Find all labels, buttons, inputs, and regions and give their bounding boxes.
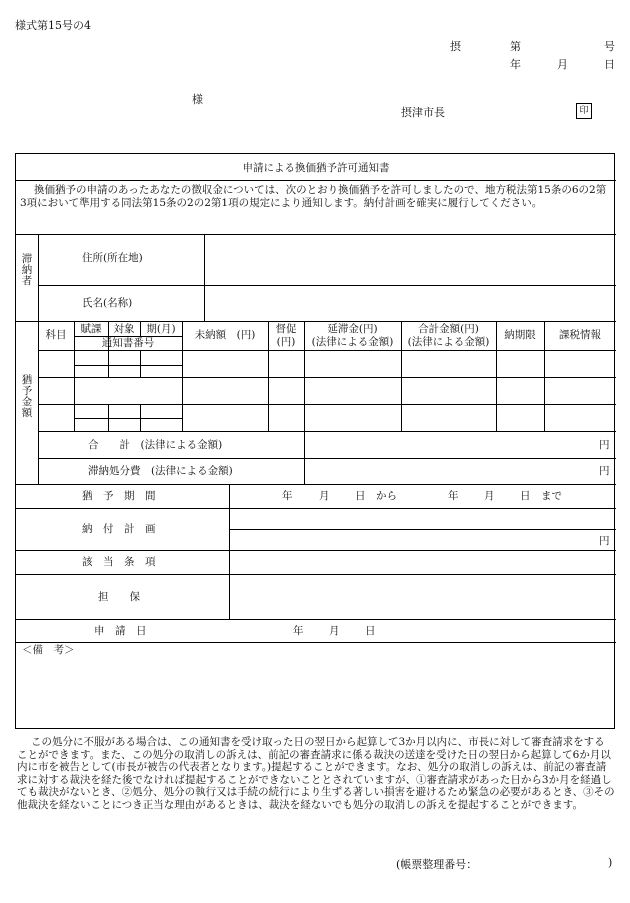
appeal-notice: この処分に不服がある場合は、この通知書を受け取った日の翌日から起算して3か月以内に、市長に対して審査請求をすることができます。また、この処分の取消しの訴えは、前記の審査請求に係る裁決の送達を受けた日の翌日から起算して6か月以内に市を被告として(市長が被告の代表者となります。)提起することができます。なお、処分の取消しの訴えは、前記の審査請求に対する裁決を経た後でなければ提起することができないこととされていますが、①審査請求があった日から3か月を経過しても裁決がないとき、②処分、処分の執行又は手続の続行により生ずる著しい損害を避けるため緊急の必要があるとき、③その他裁決を経ないことにつき正当な理由があるときは、裁決を経ないでも処分の取消しの訴えを提起することができます。 xyxy=(17,736,615,811)
date-day: 日 xyxy=(604,58,615,71)
col-period: 期(月) xyxy=(146,323,176,335)
col-late-fee: 延滞金(円) xyxy=(327,323,378,335)
col-notice-number: 通知書番号 xyxy=(101,337,155,349)
col-tax-info: 課税情報 xyxy=(559,329,601,341)
period-from: から xyxy=(376,490,397,502)
security-label: 担 保 xyxy=(98,591,140,603)
seal-mark: 印 xyxy=(576,103,592,119)
period-until: まで xyxy=(541,490,562,502)
period-day-2: 日 xyxy=(520,490,531,502)
sum-unit: 円 xyxy=(599,439,610,451)
col-late-fee-note: (法律による金額) xyxy=(311,336,394,348)
addressee-suffix: 様 xyxy=(192,93,203,106)
grace-period-label: 猶 予 期 間 xyxy=(82,490,156,502)
date-year: 年 xyxy=(510,58,521,71)
col-tax-year: 賦課 xyxy=(80,323,102,335)
doc-number-prefix: 摂 xyxy=(450,40,461,53)
application-date-label: 申 請 日 xyxy=(94,625,147,637)
remarks-label: ＜備 考＞ xyxy=(22,644,75,656)
period-day-1: 日 xyxy=(355,490,366,502)
period-month-2: 月 xyxy=(484,490,495,502)
period-year-2: 年 xyxy=(448,490,459,502)
col-demand-unit: (円) xyxy=(276,336,296,348)
payment-plan-unit: 円 xyxy=(599,535,610,547)
col-total: 合計金額(円) xyxy=(418,323,479,335)
notice-form xyxy=(15,153,615,729)
period-month-1: 月 xyxy=(319,490,330,502)
form-title: 申請による換価猶予許可通知書 xyxy=(242,162,390,174)
applicable-clause-label: 該 当 条 項 xyxy=(82,556,156,568)
form-number: 様式第15号の4 xyxy=(15,19,91,32)
delinquent-label: 滞納者 xyxy=(21,253,33,287)
form-management-number-close: ) xyxy=(608,856,613,869)
name-label: 氏名(名称) xyxy=(82,297,133,309)
period-year-1: 年 xyxy=(282,490,293,502)
col-target: 対象 xyxy=(113,323,135,335)
address-label: 住所(所在地) xyxy=(82,252,143,264)
issuer-name: 摂津市長 xyxy=(401,106,445,119)
disposal-label: 滞納処分費 (法律による金額) xyxy=(88,465,233,477)
disposal-unit: 円 xyxy=(599,465,610,477)
form-management-number-label: (帳票整理番号： xyxy=(396,858,478,871)
application-date-year: 年 xyxy=(293,625,304,637)
col-subject: 科目 xyxy=(45,329,67,341)
amount-section-label: 猶予金額 xyxy=(21,374,33,419)
application-date-day: 日 xyxy=(365,625,376,637)
doc-number-mid: 第 xyxy=(510,40,521,53)
date-month: 月 xyxy=(557,58,568,71)
payment-plan-label: 納 付 計 画 xyxy=(82,523,156,535)
doc-number-suffix: 号 xyxy=(604,40,615,53)
col-unpaid: 未納額 (円) xyxy=(194,329,256,341)
application-date-month: 月 xyxy=(329,625,340,637)
col-due-date: 納期限 xyxy=(504,329,536,341)
sum-label: 合 計 (法律による金額) xyxy=(88,439,223,451)
intro-paragraph: 換価猶予の申請のあったあなたの徴収金については、次のとおり換価猶予を許可しましたので、地方税法第15条の6の2第3項において準用する同法第15条の2の2第1項の規定により通知します。納付計画を確実に履行してください。 xyxy=(20,184,607,209)
col-demand: 督促 xyxy=(275,323,297,335)
col-total-note: (法律による金額) xyxy=(407,336,490,348)
